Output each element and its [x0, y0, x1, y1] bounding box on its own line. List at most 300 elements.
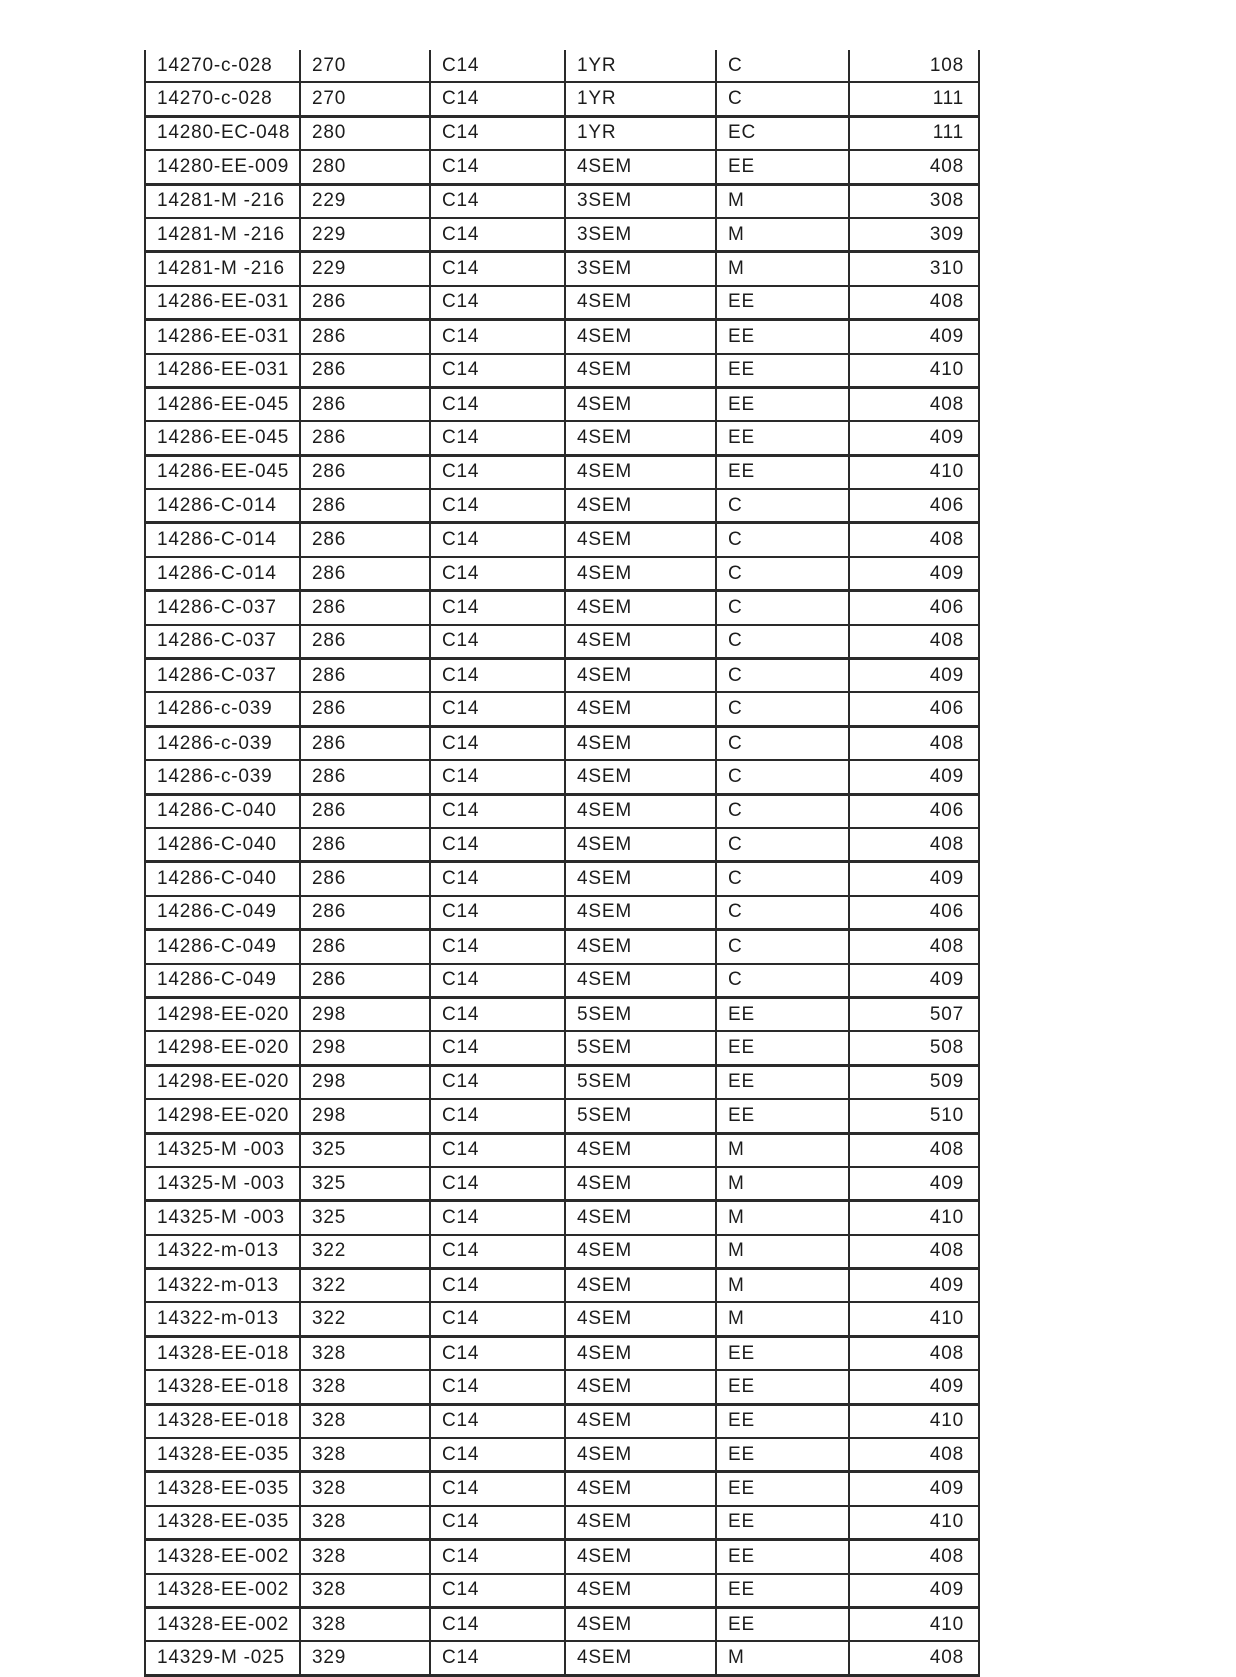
cell-number: 329	[300, 1641, 430, 1675]
cell-code: C14	[430, 184, 565, 218]
cell-group: C	[716, 964, 849, 998]
cell-value: 409	[849, 1574, 979, 1608]
cell-number: 322	[300, 1302, 430, 1336]
cell-code: C14	[430, 489, 565, 523]
cell-term: 1YR	[565, 116, 716, 150]
cell-group: C	[716, 862, 849, 896]
cell-group: C	[716, 659, 849, 693]
cell-record-id: 14286-c-039	[145, 726, 300, 760]
cell-group: M	[716, 1269, 849, 1303]
cell-term: 5SEM	[565, 997, 716, 1031]
cell-record-id: 14328-EE-035	[145, 1472, 300, 1506]
table-row	[145, 489, 979, 523]
cell-value: 508	[849, 1031, 979, 1065]
cell-value: 406	[849, 794, 979, 828]
cell-record-id: 14286-c-039	[145, 760, 300, 794]
cell-record-id: 14286-EE-031	[145, 286, 300, 320]
cell-record-id: 14286-c-039	[145, 692, 300, 726]
cell-group: EE	[716, 1438, 849, 1472]
cell-term: 4SEM	[565, 286, 716, 320]
cell-value: 408	[849, 828, 979, 862]
cell-term: 4SEM	[565, 625, 716, 659]
cell-group: EE	[716, 1540, 849, 1574]
cell-code: C14	[430, 692, 565, 726]
cell-group: M	[716, 1302, 849, 1336]
cell-group: EC	[716, 116, 849, 150]
cell-number: 286	[300, 794, 430, 828]
cell-term: 4SEM	[565, 523, 716, 557]
cell-term: 3SEM	[565, 252, 716, 286]
cell-record-id: 14281-M -216	[145, 184, 300, 218]
cell-term: 4SEM	[565, 1540, 716, 1574]
cell-value: 308	[849, 184, 979, 218]
cell-value: 111	[849, 116, 979, 150]
cell-value: 408	[849, 150, 979, 184]
cell-number: 286	[300, 964, 430, 998]
cell-number: 328	[300, 1607, 430, 1641]
cell-code: C14	[430, 1302, 565, 1336]
cell-term: 3SEM	[565, 184, 716, 218]
cell-value: 510	[849, 1099, 979, 1133]
table-row	[145, 1641, 979, 1675]
table-row	[145, 184, 979, 218]
cell-number: 322	[300, 1235, 430, 1269]
cell-record-id: 14286-EE-045	[145, 421, 300, 455]
cell-value: 408	[849, 726, 979, 760]
cell-term: 4SEM	[565, 387, 716, 421]
cell-value: 509	[849, 1065, 979, 1099]
cell-group: C	[716, 591, 849, 625]
cell-term: 5SEM	[565, 1031, 716, 1065]
cell-value: 408	[849, 286, 979, 320]
cell-record-id: 14298-EE-020	[145, 1065, 300, 1099]
cell-value: 408	[849, 1133, 979, 1167]
cell-group: C	[716, 557, 849, 591]
cell-value: 410	[849, 455, 979, 489]
cell-value: 410	[849, 1302, 979, 1336]
cell-code: C14	[430, 1641, 565, 1675]
cell-value: 406	[849, 896, 979, 930]
cell-value: 108	[849, 50, 979, 82]
cell-value: 406	[849, 489, 979, 523]
cell-value: 410	[849, 1607, 979, 1641]
cell-number: 328	[300, 1336, 430, 1370]
table-row	[145, 1099, 979, 1133]
cell-record-id: 14322-m-013	[145, 1269, 300, 1303]
cell-code: C14	[430, 1099, 565, 1133]
cell-group: EE	[716, 1336, 849, 1370]
cell-number: 286	[300, 862, 430, 896]
cell-code: C14	[430, 1607, 565, 1641]
cell-term: 4SEM	[565, 557, 716, 591]
cell-code: C14	[430, 1269, 565, 1303]
cell-term: 4SEM	[565, 150, 716, 184]
cell-value: 408	[849, 625, 979, 659]
table-row	[145, 116, 979, 150]
cell-number: 286	[300, 455, 430, 489]
cell-code: C14	[430, 1235, 565, 1269]
table-row	[145, 1438, 979, 1472]
table-row	[145, 286, 979, 320]
cell-number: 270	[300, 82, 430, 116]
cell-value: 408	[849, 1235, 979, 1269]
cell-number: 286	[300, 320, 430, 354]
cell-value: 410	[849, 1404, 979, 1438]
cell-number: 286	[300, 387, 430, 421]
cell-record-id: 14286-C-040	[145, 828, 300, 862]
table-row	[145, 726, 979, 760]
cell-record-id: 14328-EE-002	[145, 1540, 300, 1574]
cell-code: C14	[430, 1336, 565, 1370]
cell-code: C14	[430, 828, 565, 862]
cell-group: C	[716, 760, 849, 794]
table-row	[145, 218, 979, 252]
cell-record-id: 14328-EE-002	[145, 1607, 300, 1641]
cell-number: 286	[300, 896, 430, 930]
cell-code: C14	[430, 252, 565, 286]
cell-group: M	[716, 1201, 849, 1235]
cell-record-id: 14298-EE-020	[145, 1099, 300, 1133]
cell-value: 408	[849, 387, 979, 421]
cell-term: 4SEM	[565, 1641, 716, 1675]
cell-term: 4SEM	[565, 1167, 716, 1201]
cell-value: 409	[849, 421, 979, 455]
table-row	[145, 1336, 979, 1370]
table-row	[145, 930, 979, 964]
table-row	[145, 1031, 979, 1065]
cell-record-id: 14328-EE-018	[145, 1404, 300, 1438]
cell-number: 286	[300, 591, 430, 625]
cell-code: C14	[430, 1201, 565, 1235]
table-row	[145, 828, 979, 862]
cell-record-id: 14270-c-028	[145, 50, 300, 82]
cell-group: EE	[716, 1099, 849, 1133]
cell-code: C14	[430, 286, 565, 320]
cell-code: C14	[430, 1540, 565, 1574]
cell-record-id: 14286-C-014	[145, 489, 300, 523]
cell-code: C14	[430, 150, 565, 184]
cell-code: C14	[430, 591, 565, 625]
cell-record-id: 14286-C-037	[145, 625, 300, 659]
cell-term: 4SEM	[565, 1574, 716, 1608]
cell-number: 328	[300, 1404, 430, 1438]
cell-value: 409	[849, 659, 979, 693]
table-row	[145, 1201, 979, 1235]
table-row	[145, 557, 979, 591]
cell-group: EE	[716, 320, 849, 354]
cell-code: C14	[430, 455, 565, 489]
cell-term: 4SEM	[565, 862, 716, 896]
cell-term: 4SEM	[565, 320, 716, 354]
cell-group: M	[716, 252, 849, 286]
cell-number: 286	[300, 286, 430, 320]
cell-code: C14	[430, 1167, 565, 1201]
cell-number: 270	[300, 50, 430, 82]
cell-number: 328	[300, 1540, 430, 1574]
cell-term: 4SEM	[565, 726, 716, 760]
table-body	[145, 50, 979, 1675]
cell-value: 408	[849, 930, 979, 964]
table-row	[145, 625, 979, 659]
cell-code: C14	[430, 421, 565, 455]
cell-term: 4SEM	[565, 1269, 716, 1303]
cell-group: C	[716, 896, 849, 930]
cell-group: C	[716, 82, 849, 116]
table-row	[145, 1574, 979, 1608]
cell-record-id: 14286-C-037	[145, 591, 300, 625]
cell-group: EE	[716, 1607, 849, 1641]
table-row	[145, 659, 979, 693]
cell-term: 4SEM	[565, 794, 716, 828]
cell-value: 409	[849, 557, 979, 591]
table-row	[145, 1472, 979, 1506]
cell-record-id: 14286-EE-031	[145, 320, 300, 354]
cell-record-id: 14328-EE-018	[145, 1370, 300, 1404]
cell-number: 286	[300, 625, 430, 659]
cell-number: 286	[300, 659, 430, 693]
cell-code: C14	[430, 997, 565, 1031]
table-row	[145, 150, 979, 184]
cell-group: C	[716, 692, 849, 726]
cell-group: EE	[716, 354, 849, 388]
cell-code: C14	[430, 320, 565, 354]
cell-number: 328	[300, 1472, 430, 1506]
cell-group: EE	[716, 1031, 849, 1065]
cell-record-id: 14286-C-014	[145, 523, 300, 557]
cell-code: C14	[430, 1133, 565, 1167]
cell-group: EE	[716, 1370, 849, 1404]
cell-record-id: 14286-C-040	[145, 862, 300, 896]
cell-group: EE	[716, 286, 849, 320]
cell-number: 229	[300, 184, 430, 218]
cell-record-id: 14325-M -003	[145, 1201, 300, 1235]
cell-group: C	[716, 625, 849, 659]
cell-term: 4SEM	[565, 760, 716, 794]
cell-number: 325	[300, 1167, 430, 1201]
cell-term: 4SEM	[565, 1302, 716, 1336]
table-row	[145, 692, 979, 726]
cell-code: C14	[430, 1472, 565, 1506]
cell-term: 4SEM	[565, 1133, 716, 1167]
cell-record-id: 14325-M -003	[145, 1133, 300, 1167]
cell-group: C	[716, 523, 849, 557]
cell-number: 286	[300, 354, 430, 388]
cell-record-id: 14286-C-014	[145, 557, 300, 591]
cell-group: EE	[716, 1404, 849, 1438]
cell-code: C14	[430, 1506, 565, 1540]
cell-value: 406	[849, 692, 979, 726]
cell-number: 286	[300, 760, 430, 794]
cell-term: 4SEM	[565, 489, 716, 523]
cell-group: C	[716, 828, 849, 862]
table-row	[145, 1065, 979, 1099]
cell-record-id: 14322-m-013	[145, 1235, 300, 1269]
cell-number: 280	[300, 116, 430, 150]
cell-code: C14	[430, 964, 565, 998]
cell-value: 507	[849, 997, 979, 1031]
cell-code: C14	[430, 930, 565, 964]
cell-record-id: 14325-M -003	[145, 1167, 300, 1201]
cell-record-id: 14328-EE-018	[145, 1336, 300, 1370]
table-row	[145, 1370, 979, 1404]
table-row	[145, 997, 979, 1031]
cell-term: 4SEM	[565, 692, 716, 726]
cell-number: 286	[300, 557, 430, 591]
cell-record-id: 14322-m-013	[145, 1302, 300, 1336]
cell-value: 410	[849, 1201, 979, 1235]
table-row	[145, 455, 979, 489]
cell-code: C14	[430, 862, 565, 896]
cell-group: M	[716, 1133, 849, 1167]
cell-code: C14	[430, 1404, 565, 1438]
cell-group: C	[716, 794, 849, 828]
table-row	[145, 1269, 979, 1303]
table-row	[145, 1235, 979, 1269]
cell-term: 4SEM	[565, 1607, 716, 1641]
cell-number: 286	[300, 930, 430, 964]
cell-term: 5SEM	[565, 1065, 716, 1099]
cell-code: C14	[430, 1031, 565, 1065]
cell-code: C14	[430, 1438, 565, 1472]
cell-value: 406	[849, 591, 979, 625]
cell-group: EE	[716, 387, 849, 421]
cell-term: 4SEM	[565, 930, 716, 964]
cell-value: 408	[849, 523, 979, 557]
cell-number: 286	[300, 726, 430, 760]
cell-code: C14	[430, 625, 565, 659]
cell-record-id: 14280-EC-048	[145, 116, 300, 150]
cell-value: 409	[849, 1167, 979, 1201]
cell-record-id: 14298-EE-020	[145, 997, 300, 1031]
cell-term: 1YR	[565, 82, 716, 116]
cell-number: 322	[300, 1269, 430, 1303]
cell-group: EE	[716, 1065, 849, 1099]
cell-value: 410	[849, 1506, 979, 1540]
cell-record-id: 14286-EE-045	[145, 387, 300, 421]
table-row	[145, 591, 979, 625]
cell-code: C14	[430, 896, 565, 930]
cell-value: 409	[849, 1472, 979, 1506]
cell-record-id: 14286-EE-045	[145, 455, 300, 489]
table-row	[145, 896, 979, 930]
cell-record-id: 14286-C-049	[145, 930, 300, 964]
cell-record-id: 14286-C-049	[145, 964, 300, 998]
cell-term: 4SEM	[565, 1404, 716, 1438]
cell-number: 286	[300, 692, 430, 726]
cell-value: 408	[849, 1641, 979, 1675]
table-row	[145, 1167, 979, 1201]
cell-record-id: 14270-c-028	[145, 82, 300, 116]
cell-code: C14	[430, 557, 565, 591]
cell-value: 409	[849, 964, 979, 998]
cell-record-id: 14328-EE-035	[145, 1506, 300, 1540]
cell-code: C14	[430, 1065, 565, 1099]
cell-term: 4SEM	[565, 1472, 716, 1506]
table-row	[145, 794, 979, 828]
cell-term: 1YR	[565, 50, 716, 82]
cell-code: C14	[430, 760, 565, 794]
cell-value: 408	[849, 1540, 979, 1574]
table-row	[145, 1607, 979, 1641]
cell-record-id: 14280-EE-009	[145, 150, 300, 184]
cell-value: 408	[849, 1438, 979, 1472]
cell-term: 4SEM	[565, 896, 716, 930]
cell-number: 229	[300, 218, 430, 252]
cell-number: 280	[300, 150, 430, 184]
cell-term: 4SEM	[565, 1370, 716, 1404]
cell-record-id: 14298-EE-020	[145, 1031, 300, 1065]
cell-record-id: 14286-C-040	[145, 794, 300, 828]
cell-group: EE	[716, 1574, 849, 1608]
cell-number: 286	[300, 828, 430, 862]
cell-code: C14	[430, 82, 565, 116]
table-row	[145, 320, 979, 354]
table-row	[145, 964, 979, 998]
table-row	[145, 760, 979, 794]
cell-group: C	[716, 726, 849, 760]
table-row	[145, 354, 979, 388]
cell-number: 286	[300, 489, 430, 523]
cell-group: EE	[716, 150, 849, 184]
cell-value: 111	[849, 82, 979, 116]
cell-value: 409	[849, 862, 979, 896]
cell-code: C14	[430, 354, 565, 388]
cell-group: M	[716, 184, 849, 218]
cell-term: 5SEM	[565, 1099, 716, 1133]
cell-term: 4SEM	[565, 659, 716, 693]
cell-value: 310	[849, 252, 979, 286]
table-row	[145, 50, 979, 82]
cell-record-id: 14281-M -216	[145, 218, 300, 252]
cell-value: 309	[849, 218, 979, 252]
cell-value: 408	[849, 1336, 979, 1370]
cell-number: 298	[300, 1065, 430, 1099]
cell-code: C14	[430, 1370, 565, 1404]
cell-code: C14	[430, 523, 565, 557]
cell-value: 409	[849, 1269, 979, 1303]
cell-term: 4SEM	[565, 1506, 716, 1540]
cell-value: 410	[849, 354, 979, 388]
cell-code: C14	[430, 116, 565, 150]
cell-number: 328	[300, 1370, 430, 1404]
cell-number: 298	[300, 1031, 430, 1065]
cell-code: C14	[430, 1574, 565, 1608]
table-row	[145, 523, 979, 557]
table-row	[145, 252, 979, 286]
cell-group: M	[716, 218, 849, 252]
table-row	[145, 862, 979, 896]
cell-record-id: 14328-EE-035	[145, 1438, 300, 1472]
table-row	[145, 82, 979, 116]
cell-group: M	[716, 1235, 849, 1269]
table-row	[145, 1133, 979, 1167]
cell-number: 325	[300, 1201, 430, 1235]
cell-record-id: 14328-EE-002	[145, 1574, 300, 1608]
cell-code: C14	[430, 659, 565, 693]
cell-group: EE	[716, 1472, 849, 1506]
cell-code: C14	[430, 726, 565, 760]
cell-group: EE	[716, 997, 849, 1031]
cell-code: C14	[430, 50, 565, 82]
cell-term: 4SEM	[565, 455, 716, 489]
cell-term: 4SEM	[565, 421, 716, 455]
cell-term: 4SEM	[565, 1336, 716, 1370]
cell-value: 409	[849, 320, 979, 354]
cell-group: M	[716, 1167, 849, 1201]
cell-number: 298	[300, 997, 430, 1031]
cell-number: 286	[300, 523, 430, 557]
cell-number: 229	[300, 252, 430, 286]
